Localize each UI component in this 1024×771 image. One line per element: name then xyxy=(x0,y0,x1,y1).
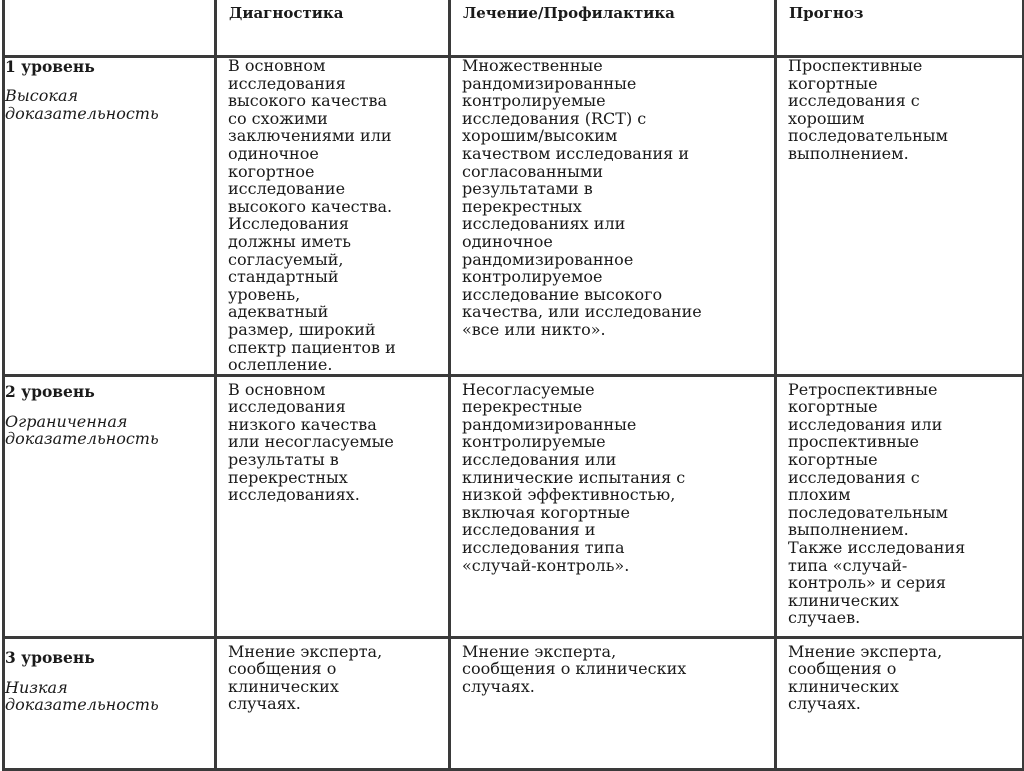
evidence-label: Ограниченная доказательность xyxy=(5,411,159,449)
level-cell xyxy=(4,375,216,637)
level-title: 2 уровень xyxy=(5,381,95,401)
table-row xyxy=(4,637,1024,769)
prognosis-cell: Ретроспективные когортные исследования или проспективные когортные исследования с плохим последовательным выполнением. Также исследования типа «случай- контроль» и серия клинических случаев. xyxy=(776,375,1024,637)
table-row xyxy=(4,57,1024,376)
prognosis-cell: Проспективные когортные исследования с хорошим последовательным выполнением. xyxy=(776,57,1024,376)
treatment-cell: Мнение эксперта, сообщения о клинических случаях. xyxy=(450,637,776,769)
header-prognosis: Прогноз xyxy=(789,4,864,22)
treatment-cell: Множественные рандомизированные контролируемые исследования (RCT) с хорошим/высоким качеством исследования и согласованными результатами в перекрестных исследованиях или одиночное рандомизированное контролируемое исследование высокого качества, или исследование «все или никто». xyxy=(450,57,776,376)
level-title: 1 уровень xyxy=(5,57,95,76)
table-header-row xyxy=(4,0,1024,57)
level-cell xyxy=(4,637,216,769)
diagnostics-cell: Мнение эксперта, сообщения о клинических случаях. xyxy=(216,637,450,769)
header-cell-prognosis xyxy=(776,0,1024,57)
evidence-label: Низкая доказательность xyxy=(5,677,159,715)
header-cell-diagnostics xyxy=(216,0,450,57)
prognosis-cell: Мнение эксперта, сообщения о клинических случаях. xyxy=(776,637,1024,769)
header-treatment: Лечение/Профилактика xyxy=(463,4,675,22)
diagnostics-cell: В основном исследования низкого качества или несогласуемые результаты в перекрестных исследованиях. xyxy=(216,375,450,637)
header-cell-treatment xyxy=(450,0,776,57)
header-diagnostics: Диагностика xyxy=(229,4,344,22)
level-title: 3 уровень xyxy=(5,647,95,667)
evidence-label: Высокая доказательность xyxy=(5,86,159,123)
treatment-cell: Несогласуемые перекрестные рандомизированные контролируемые исследования или клинические испытания с низкой эффективностью, включая когортные исследования и исследования типа «случай-контроль». xyxy=(450,375,776,637)
diagnostics-cell: В основном исследования высокого качества со схожими заключениями или одиночное когортное исследование высокого качества. Исследования должны иметь согласуемый, стандартный уровень, адекватный размер, широкий спектр пациентов и ослепление. xyxy=(216,57,450,376)
header-cell-empty xyxy=(4,0,216,57)
evidence-levels-table xyxy=(2,0,1024,771)
table-row xyxy=(4,375,1024,637)
level-cell xyxy=(4,57,216,376)
